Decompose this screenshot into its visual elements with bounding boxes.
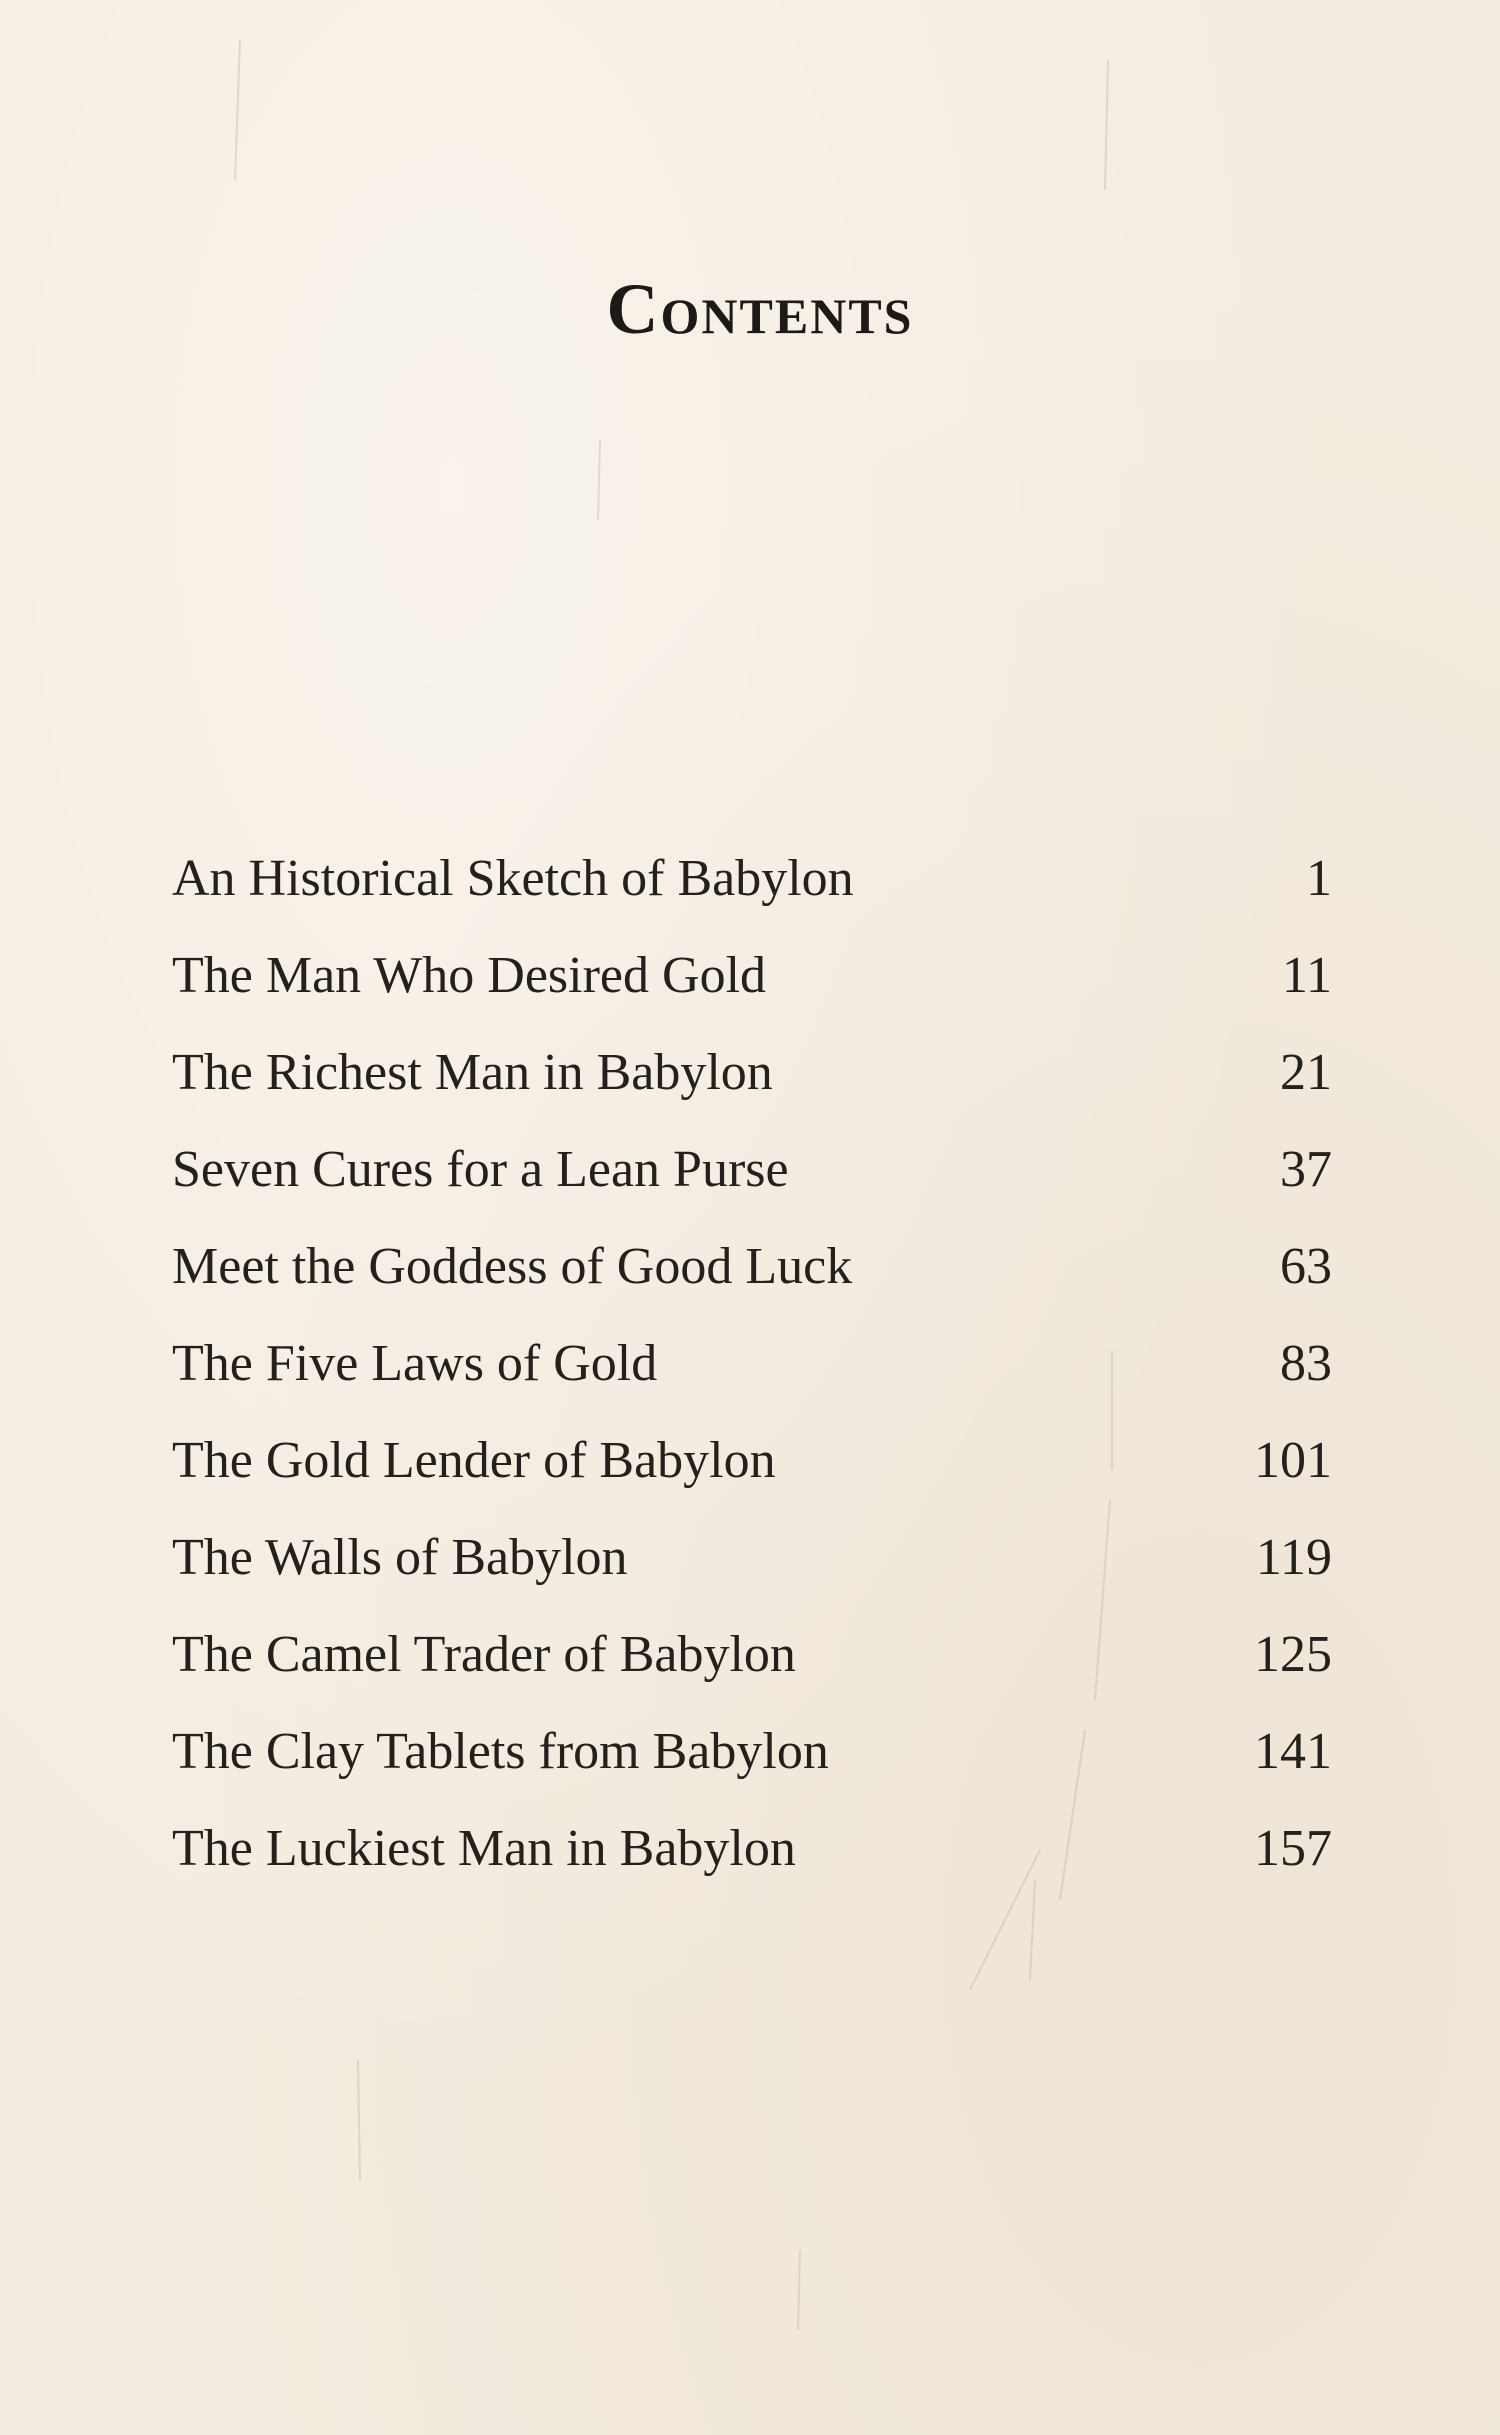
toc-entry-page: 157 bbox=[1254, 1820, 1332, 1877]
page-title: Contents bbox=[606, 269, 914, 349]
toc-entry-page: 11 bbox=[1281, 947, 1332, 1004]
toc-entry bbox=[172, 1703, 1332, 1800]
toc-entry-page: 125 bbox=[1254, 1626, 1332, 1683]
toc-entry bbox=[172, 1315, 1332, 1412]
toc-entry-page: 83 bbox=[1280, 1335, 1332, 1392]
toc-entry-title: The Luckiest Man in Babylon bbox=[172, 1820, 796, 1877]
toc-entry bbox=[172, 927, 1332, 1024]
toc-entry-title: The Gold Lender of Babylon bbox=[172, 1432, 776, 1489]
toc-entry bbox=[172, 1606, 1332, 1703]
toc-entry-page: 37 bbox=[1280, 1141, 1332, 1198]
toc-entry bbox=[172, 1121, 1332, 1218]
toc-entry-page: 119 bbox=[1255, 1529, 1332, 1586]
toc-entry bbox=[172, 1800, 1332, 1897]
toc-entry-title: The Man Who Desired Gold bbox=[172, 947, 767, 1004]
toc-entry-title: Meet the Goddess of Good Luck bbox=[172, 1238, 853, 1295]
toc-entry-page: 1 bbox=[1306, 850, 1332, 907]
toc-entry-page: 101 bbox=[1254, 1432, 1332, 1489]
toc-entry-title: The Walls of Babylon bbox=[172, 1529, 628, 1586]
toc-entry bbox=[172, 1509, 1332, 1606]
toc-entry bbox=[172, 1218, 1332, 1315]
toc-entry-title: The Camel Trader of Babylon bbox=[172, 1626, 796, 1683]
toc-entry bbox=[172, 1412, 1332, 1509]
toc-entry bbox=[172, 1024, 1332, 1121]
toc-entry-page: 141 bbox=[1254, 1723, 1332, 1780]
toc-entry bbox=[172, 830, 1332, 927]
toc-entry-page: 63 bbox=[1280, 1238, 1332, 1295]
toc-entry-page: 21 bbox=[1280, 1044, 1332, 1101]
table-of-contents bbox=[172, 830, 1332, 1897]
toc-entry-title: An Historical Sketch of Babylon bbox=[172, 850, 854, 907]
toc-entry-title: Seven Cures for a Lean Purse bbox=[172, 1141, 789, 1198]
toc-entry-title: The Clay Tablets from Babylon bbox=[172, 1723, 829, 1780]
toc-entry-title: The Five Laws of Gold bbox=[172, 1335, 658, 1392]
toc-entry-title: The Richest Man in Babylon bbox=[172, 1044, 773, 1101]
